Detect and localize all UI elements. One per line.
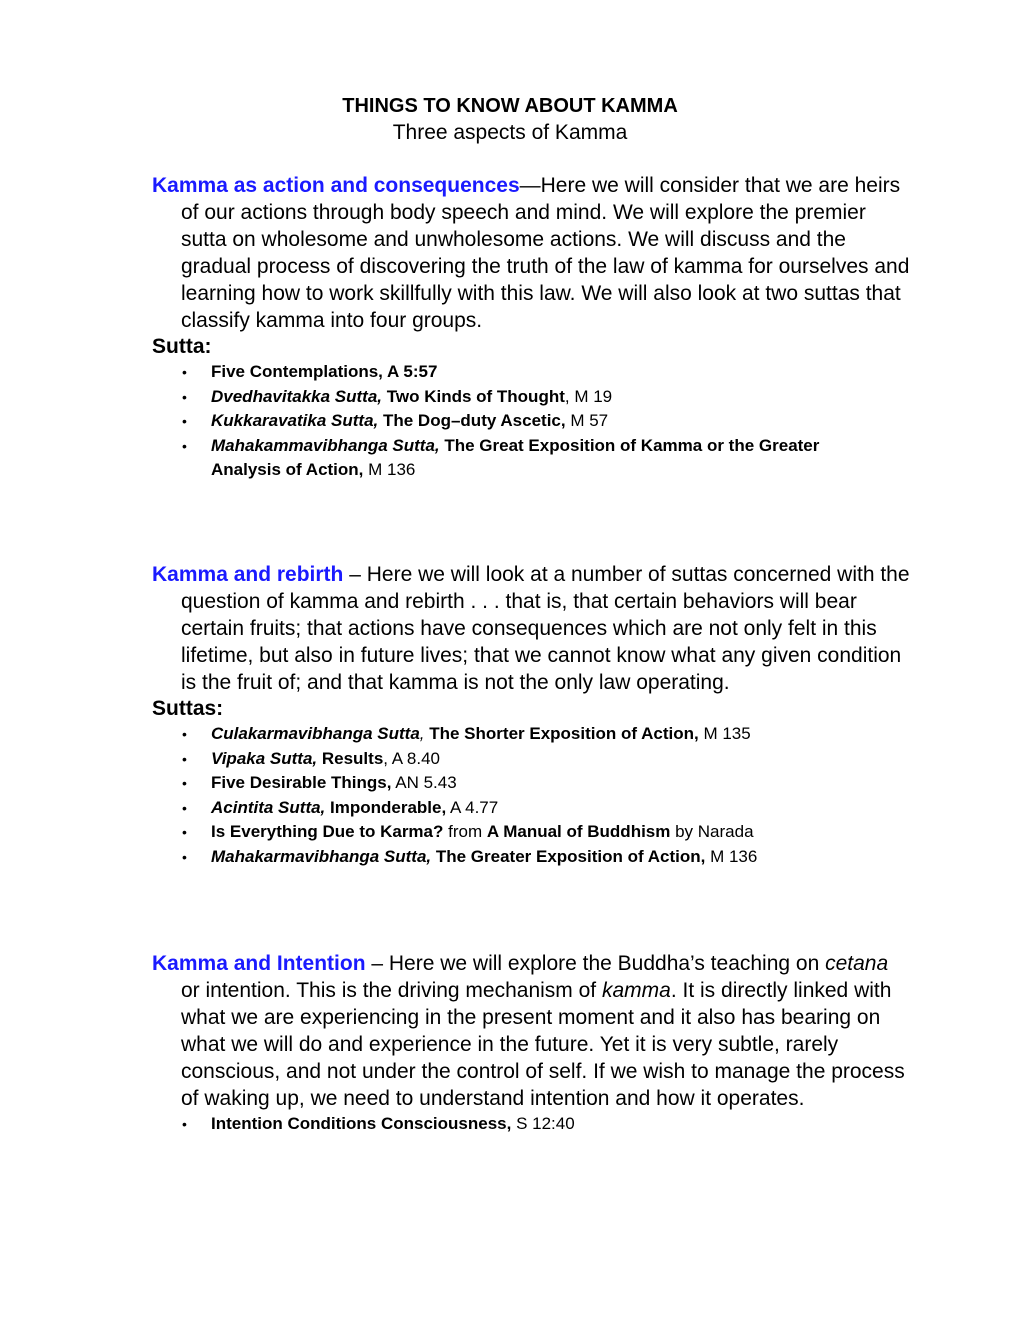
bullet-icon: •: [182, 388, 187, 405]
section-action-consequences: [152, 172, 912, 483]
sutta-pali-name: Mahakarmavibhanga Sutta,: [211, 846, 432, 866]
sutta-reference: AN 5.43: [391, 773, 457, 792]
sutta-reference: M 136: [705, 846, 758, 866]
bullet-icon: •: [182, 824, 187, 840]
sutta-list-label: Suttas:: [152, 697, 224, 720]
bullet-icon: •: [182, 799, 187, 816]
list-item: [152, 747, 861, 772]
sutta-pali-name: Dvedhavitakka Sutta,: [211, 386, 383, 406]
sutta-comma: ,: [419, 724, 425, 743]
page-title: THINGS TO KNOW ABOUT KAMMA: [342, 95, 678, 117]
section-paragraph: [152, 561, 912, 696]
sutta-title: The Dog–duty Ascetic,: [378, 411, 566, 430]
list-item: [152, 360, 861, 385]
sutta-reference: S 12:40: [511, 1114, 575, 1133]
section-body-italic: cetana: [825, 952, 889, 975]
section-paragraph: [152, 950, 912, 1112]
bullet-icon: •: [182, 1116, 187, 1132]
section-body-part: Here we will explore the Buddha’s teaching on: [388, 952, 826, 975]
sutta-reference: A 4.77: [446, 797, 499, 817]
sutta-title: The Great Exposition of Kamma or the Greater Analysis of Action,: [211, 435, 820, 479]
bullet-icon: •: [182, 848, 187, 865]
sutta-title: Five Desirable Things,: [211, 773, 392, 792]
sutta-title: Imponderable,: [325, 797, 447, 817]
sutta-pali-name: Kukkaravatika Sutta,: [211, 411, 379, 430]
sutta-reference: M 136: [363, 460, 416, 479]
sutta-list: [152, 1112, 912, 1137]
sutta-title: Five Contemplations, A 5:57: [211, 362, 438, 381]
list-item: [152, 771, 861, 796]
sutta-reference: , M 19: [564, 386, 613, 406]
sutta-list: [152, 360, 912, 483]
sutta-title: The Greater Exposition of Action,: [431, 846, 706, 866]
sutta-title: Intention Conditions Consciousness,: [211, 1114, 512, 1133]
list-item: [152, 434, 861, 483]
bullet-icon: •: [182, 437, 187, 454]
sutta-list-label: Sutta:: [152, 335, 212, 358]
sutta-reference: M 135: [698, 724, 751, 743]
section-kamma-rebirth: [152, 561, 912, 869]
sutta-title: Two Kinds of Thought: [382, 386, 565, 406]
section-heading: Kamma and rebirth: [152, 563, 344, 586]
bullet-icon: •: [182, 413, 187, 429]
section-heading: Kamma and Intention: [152, 952, 366, 975]
sutta-title: Is Everything Due to Karma?: [211, 822, 444, 841]
sutta-pali-name: Vipaka Sutta,: [211, 748, 318, 768]
section-paragraph: [152, 172, 912, 334]
list-item: [152, 722, 861, 747]
sutta-pali-name: Culakarmavibhanga Sutta: [211, 724, 420, 743]
list-item: [152, 845, 861, 870]
sutta-pali-name: Acintita Sutta,: [211, 797, 326, 817]
page-subtitle: Three aspects of Kamma: [392, 121, 628, 144]
bullet-icon: •: [182, 364, 187, 380]
author-text: by Narada: [670, 822, 754, 841]
sutta-title: The Shorter Exposition of Action,: [424, 724, 699, 743]
list-item: [152, 409, 861, 434]
list-item: [152, 820, 861, 845]
bullet-icon: •: [182, 750, 187, 767]
book-title: A Manual of Buddhism: [486, 822, 671, 841]
section-heading: Kamma as action and consequences: [152, 174, 520, 197]
sutta-pali-name: Mahakammavibhanga Sutta,: [211, 435, 440, 455]
section-kamma-intention: [152, 950, 912, 1137]
section-separator: –: [365, 952, 389, 975]
sutta-reference: , A 8.40: [383, 748, 441, 768]
bullet-icon: •: [182, 775, 187, 791]
list-item: [152, 796, 861, 821]
sutta-list: [152, 722, 912, 869]
section-body-part: . It is directly linked with what we are experiencing in the present moment and it also has bearing on what we will do and experience in the future. Yet it is very subtle, rarely conscious, and not under the control of self. If we wish to manage the process of waking up, we need to understand intention and how it operates.: [181, 979, 905, 1110]
section-body-italic: kamma: [601, 979, 671, 1002]
section-body-part: or intention. This is the driving mechanism of: [181, 979, 602, 1002]
section-body: Here we will consider that we are heirs of our actions through body speech and mind. We will explore the premier sutta on wholesome and unwholesome actions. We will discuss and the gradual process of discovering the truth of the law of kamma for ourselves and learning how to work skillfully with this law. We will also look at two suttas that classify kamma into four groups.: [181, 174, 910, 332]
section-separator: –: [343, 563, 367, 586]
list-item: [152, 1112, 861, 1137]
list-item: [152, 385, 861, 410]
sutta-title: Results: [317, 748, 384, 768]
from-text: from: [443, 822, 487, 841]
section-separator: —: [519, 174, 541, 197]
section-body: Here we will look at a number of suttas concerned with the question of kamma and rebirth . . . that is, that certain behaviors will bear certain fruits; that actions have consequences which are not only felt in this lifetime, but also in future lives; that we cannot know what any given condition is the fruit of; and that kamma is not the only law operating.: [181, 563, 910, 694]
sutta-reference: M 57: [565, 411, 609, 430]
bullet-icon: •: [182, 726, 187, 742]
